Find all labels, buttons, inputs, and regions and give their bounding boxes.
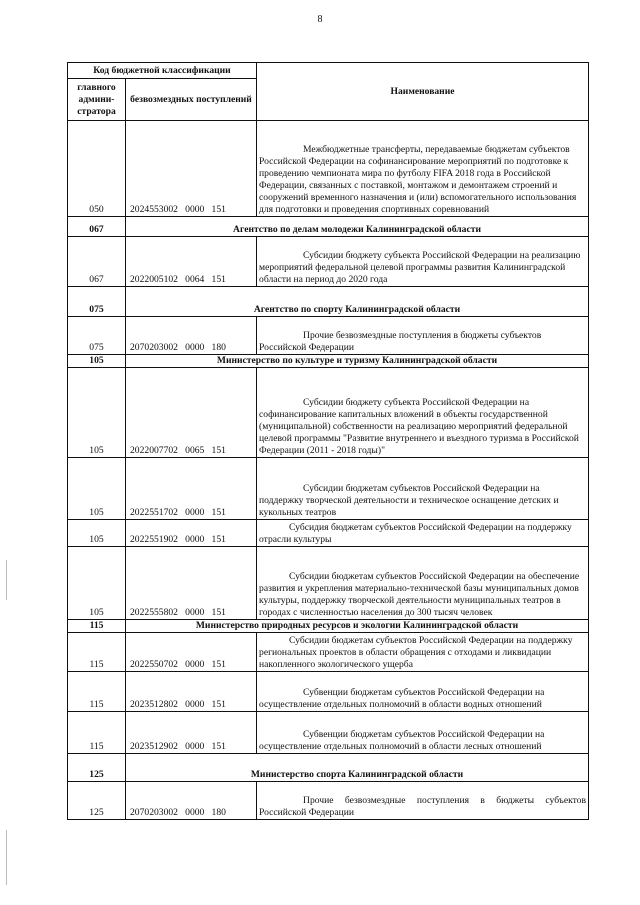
admin-code-cell: 105 [68, 547, 126, 620]
table-row [68, 520, 589, 547]
table-row [68, 317, 589, 355]
table-row [68, 547, 589, 620]
section-title: Министерство природных ресурсов и экологии Калининградской области [126, 620, 589, 633]
revenue-name-text: Субсидии бюджетам субъектов Российской Федерации на поддержку региональных проектов в области обращения с отходами и ликвидации накопленного экологического ущерба [259, 635, 573, 670]
table-row [68, 368, 589, 458]
revenue-name-text: Субсидии бюджетам субъектов Российской Федерации на обеспечение развития и укрепления материально-технической базы муниципальных домов культуры, поддержку творческой деятельности муниципальных театров в городах с численностью населения до 300 тысяч человек [259, 571, 580, 618]
section-admin-code: 075 [68, 287, 126, 317]
admin-code-cell: 050 [68, 121, 126, 217]
revenue-name-cell [257, 317, 589, 355]
scan-margin-mark [6, 830, 7, 885]
revenue-name-text: Субсидии бюджету субъекта Российской Федерации на реализацию мероприятий федеральной целевой программы развития Калининградской области на период до 2020 года [259, 250, 581, 285]
header-name: Наименование [257, 63, 589, 121]
revenue-name-text: Субвенции бюджетам субъектов Российской Федерации на осуществление отдельных полномочий в области лесных отношений [259, 729, 545, 752]
section-admin-code: 067 [68, 217, 126, 237]
table-row [68, 633, 589, 672]
revenue-code-cell: 2022550702 0000 151 [126, 633, 257, 672]
section-title: Министерство по культуре и туризму Калининградской области [126, 355, 589, 368]
admin-code-cell: 075 [68, 317, 126, 355]
table-row [68, 712, 589, 754]
header-code: безвозмездных поступлений [126, 79, 257, 121]
revenue-name-cell [257, 712, 589, 754]
revenue-name-cell [257, 237, 589, 287]
revenue-code-cell: 2022555802 0000 151 [126, 547, 257, 620]
revenue-name-text: Субсидии бюджету субъекта Российской Федерации на софинансирование капитальных вложений в объекты государственной (муниципальной) собственности на реализацию мероприятий федеральной целевой программы "Развитие внутреннего и въездного туризма в Российской Федерации (2011 - 2018 годы)" [259, 397, 579, 456]
revenue-name-cell [257, 782, 589, 820]
table-row [68, 237, 589, 287]
section-admin-code: 115 [68, 620, 126, 633]
admin-code-cell: 105 [68, 520, 126, 547]
admin-code-cell: 115 [68, 672, 126, 712]
revenue-name-text: Прочие безвозмездные поступления в бюджеты субъектов Российской Федерации [259, 330, 542, 353]
section-admin-code: 105 [68, 355, 126, 368]
section-title: Министерство спорта Калининградской области [126, 754, 589, 782]
table-row [68, 672, 589, 712]
table-row [68, 121, 589, 217]
revenue-code-cell: 2070203002 0000 180 [126, 782, 257, 820]
revenue-code-cell: 2070203002 0000 180 [126, 317, 257, 355]
revenue-name-text: Субвенции бюджетам субъектов Российской Федерации на осуществление отдельных полномочий в области водных отношений [259, 687, 545, 710]
page-number: 8 [317, 14, 323, 25]
revenue-code-cell: 2022005102 0064 151 [126, 237, 257, 287]
section-row [68, 217, 589, 237]
admin-code-cell: 105 [68, 458, 126, 520]
revenue-name-cell [257, 121, 589, 217]
header-group-title: Код бюджетной классификации [68, 63, 257, 79]
admin-code-cell: 105 [68, 368, 126, 458]
revenue-name-text: Субсидии бюджетам субъектов Российской Федерации на поддержку творческой деятельности и техническое оснащение детских и кукольных театров [259, 483, 559, 518]
section-row [68, 620, 589, 633]
revenue-name-cell [257, 633, 589, 672]
header-admin: главного админи-стратора [68, 79, 126, 121]
table-header-row [68, 63, 589, 79]
revenue-name-text: Прочие безвозмездные поступления в бюджеты субъектов Российской Федерации [259, 795, 587, 818]
scan-margin-mark [6, 560, 7, 600]
revenue-code-cell: 2022551702 0000 151 [126, 458, 257, 520]
section-title: Агентство по делам молодежи Калининградской области [126, 217, 589, 237]
section-row [68, 355, 589, 368]
budget-classification-table [67, 62, 589, 820]
revenue-code-cell: 2023512802 0000 151 [126, 672, 257, 712]
revenue-name-cell [257, 547, 589, 620]
revenue-name-cell [257, 458, 589, 520]
revenue-name-cell [257, 520, 589, 547]
section-title: Агентство по спорту Калининградской области [126, 287, 589, 317]
section-row [68, 287, 589, 317]
table-row [68, 458, 589, 520]
revenue-name-text: Межбюджетные трансферты, передаваемые бюджетам субъектов Российской Федерации на софинансирование мероприятий по подготовке к проведению чемпионата мира по футболу FIFA 2018 года в Российской Федерации, связанных с поставкой, монтажом и демонтажем строений и сооружений временного назначения и (или) вспомогательного использования для подготовки и проведения спортивных соревнований [259, 144, 577, 215]
section-row [68, 754, 589, 782]
admin-code-cell: 067 [68, 237, 126, 287]
revenue-code-cell: 2022551902 0000 151 [126, 520, 257, 547]
table-row [68, 782, 589, 820]
revenue-code-cell: 2024553002 0000 151 [126, 121, 257, 217]
revenue-name-text: Субсидия бюджетам субъектов Российской Федерации на поддержку отрасли культуры [259, 522, 572, 545]
admin-code-cell: 115 [68, 712, 126, 754]
admin-code-cell: 125 [68, 782, 126, 820]
section-admin-code: 125 [68, 754, 126, 782]
revenue-code-cell: 2022007702 0065 151 [126, 368, 257, 458]
admin-code-cell: 115 [68, 633, 126, 672]
revenue-code-cell: 2023512902 0000 151 [126, 712, 257, 754]
revenue-name-cell [257, 368, 589, 458]
revenue-name-cell [257, 672, 589, 712]
